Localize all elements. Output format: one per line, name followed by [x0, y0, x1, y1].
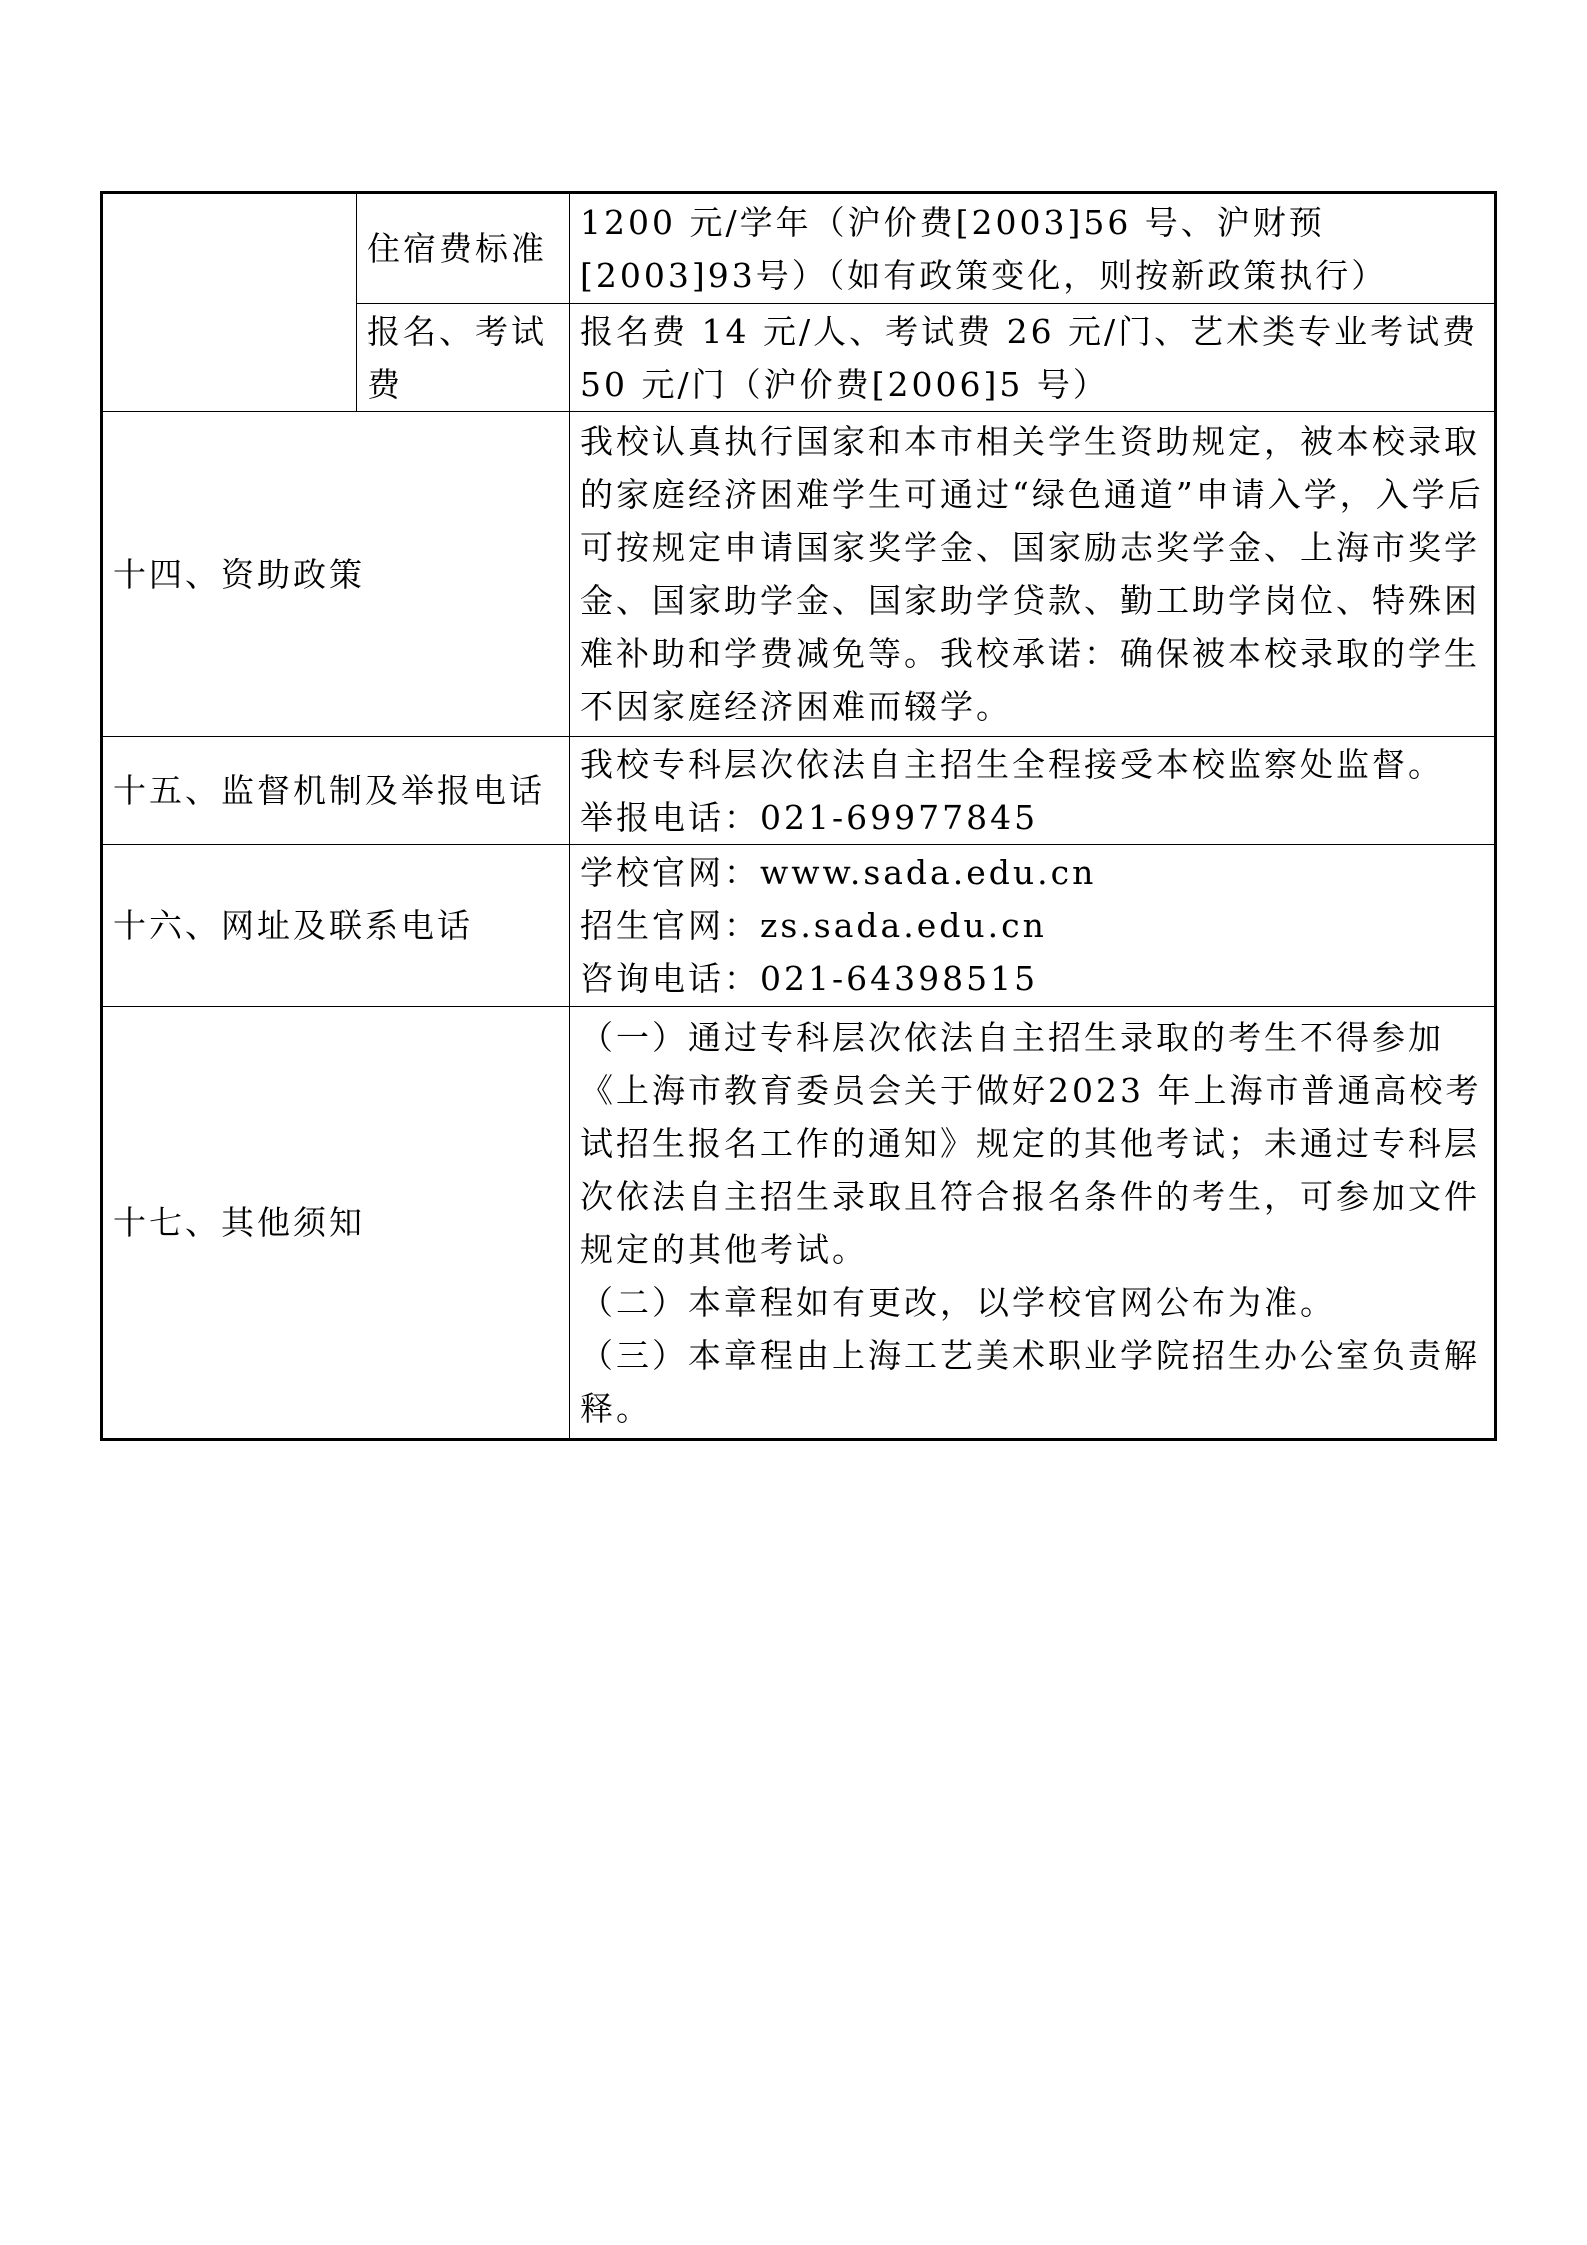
row-content-other-notes: [570, 1007, 1496, 1440]
table-row: [102, 193, 1496, 304]
table-row: [102, 737, 1496, 845]
merged-category-cell: [102, 193, 357, 412]
row-label-contact: 十六、网址及联系电话: [102, 845, 570, 1007]
supervision-text: 我校专科层次依法自主招生全程接受本校监察处监督。: [580, 744, 1444, 784]
table-row: [102, 412, 1496, 737]
row-label-supervision: 十五、监督机制及举报电话: [102, 737, 570, 845]
row-label-exam-fee: 报名、考试费: [357, 304, 570, 412]
row-label-other-notes: 十七、其他须知: [102, 1007, 570, 1440]
note-paragraph-1: （一）通过专科层次依法自主招生录取的考生不得参加《上海市教育委员会关于做好2023 年上海市普通高校考试招生报名工作的通知》规定的其他考试；未通过专科层次依法自主招生录取且符合报名条件的考生，可参加文件规定的其他考试。: [580, 1017, 1482, 1269]
consult-phone: 咨询电话：021-64398515: [580, 959, 1039, 998]
report-phone: 举报电话：021-69977845: [580, 797, 1039, 837]
note-paragraph-3: （三）本章程由上海工艺美术职业学院招生办公室负责解释。: [580, 1335, 1480, 1428]
school-website: 学校官网：www.sada.edu.cn: [580, 853, 1097, 892]
note-paragraph-2: （二）本章程如有更改，以学校官网公布为准。: [580, 1282, 1336, 1322]
row-content-exam-fee: 报名费 14 元/人、考试费 26 元/门、艺术类专业考试费50 元/门（沪价费[2006]5 号）: [570, 304, 1496, 412]
row-content-supervision: [570, 737, 1496, 845]
row-content-financial-aid: 我校认真执行国家和本市相关学生资助规定，被本校录取的家庭经济困难学生可通过“绿色通道”申请入学，入学后可按规定申请国家奖学金、国家励志奖学金、上海市奖学金、国家助学金、国家助学贷款、勤工助学岗位、特殊困难补助和学费减免等。我校承诺：确保被本校录取的学生不因家庭经济困难而辍学。: [570, 412, 1496, 737]
row-content-contact: [570, 845, 1496, 1007]
admissions-website: 招生官网：zs.sada.edu.cn: [580, 906, 1047, 945]
row-label-accommodation-fee: 住宿费标准: [357, 193, 570, 304]
table-row: [102, 1007, 1496, 1440]
table-row: [102, 845, 1496, 1007]
admissions-table: [100, 191, 1497, 1441]
row-label-financial-aid: 十四、资助政策: [102, 412, 570, 737]
row-content-accommodation-fee: 1200 元/学年（沪价费[2003]56 号、沪财预[2003]93号）（如有政策变化，则按新政策执行）: [570, 193, 1496, 304]
